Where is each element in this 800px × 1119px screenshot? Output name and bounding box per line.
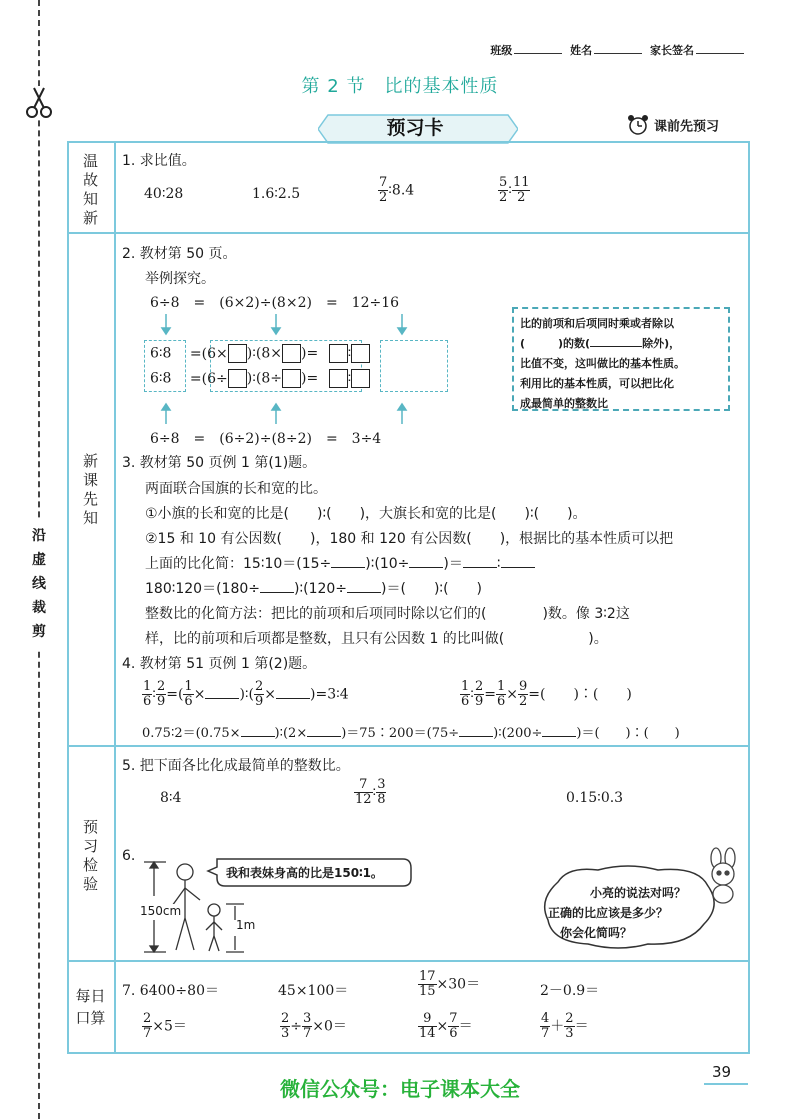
q2-top-equation: 6÷8 = (6×2)÷(8×2) = 12÷16 [150, 295, 400, 311]
q4-line1: $\frac{1}{6}$ ∶ $\frac{2}{9}$ =( $\frac{1}{6}$ × )∶( $\frac{2}{9}$ × )=3∶4 [143, 679, 349, 709]
answer-box[interactable] [282, 369, 301, 388]
tall-height-label: 150cm [140, 904, 182, 918]
calc-g: $\frac{9}{14}$ × $\frac{7}{6}$ ＝ [419, 1011, 473, 1041]
q2-row2: 6∶8 =(6÷ )∶(8÷ )= ∶ [150, 369, 370, 388]
property-rule-box: 比的前项和后项同时乘或者除以 ( )的数( 除外)， 比值不变，这叫做比的基本性质。 利用比的基本性质，可以把比化 成最简单的整数比 [512, 307, 730, 411]
row-divider [67, 745, 750, 747]
calc-d: 2－0.9＝ [540, 983, 600, 999]
row-divider [67, 960, 750, 962]
q4-line1b: $\frac{1}{6}$ ∶ $\frac{2}{9}$ = $\frac{1}{6}$ × $\frac{9}{2}$ =( )∶( ) [461, 679, 632, 709]
q2-bottom-equation: 6÷8 = (6÷2)÷(8÷2) = 3÷4 [150, 431, 382, 447]
answer-blank[interactable] [331, 555, 365, 568]
preview-tag: 课前先预习 [626, 114, 719, 140]
calc-e: $\frac{2}{7}$ ×5＝ [143, 1011, 187, 1041]
answer-blank[interactable] [409, 555, 443, 568]
q2-subtitle: 举例探究。 [145, 271, 215, 287]
answer-box[interactable] [329, 344, 348, 363]
q2-right-box [380, 340, 448, 392]
q6-number: 6. [122, 848, 136, 864]
answer-blank[interactable] [463, 555, 497, 568]
q1-c: $\frac{7}{2}$ ∶8.4 [379, 175, 415, 205]
answer-blank[interactable] [542, 724, 576, 737]
name-field[interactable] [594, 53, 642, 54]
calc-b: 45×100＝ [278, 983, 349, 999]
short-height-label: 1m [236, 918, 256, 932]
answer-box[interactable] [228, 344, 247, 363]
q1-b: 1.6∶2.5 [252, 186, 301, 202]
answer-blank[interactable] [459, 724, 493, 737]
answer-blank[interactable] [590, 334, 642, 347]
calc-h: $\frac{4}{7}$ ＋ $\frac{2}{3}$ ＝ [541, 1011, 589, 1041]
answer-blank[interactable] [501, 555, 535, 568]
answer-box[interactable] [351, 344, 370, 363]
q3-line5: 180∶120＝(180÷ )∶(120÷ )＝( )∶( ) [145, 581, 482, 597]
cut-along-dashed-label: 沿 虚 线 裁 剪 [27, 520, 51, 648]
card-label: 预习卡 [386, 117, 444, 139]
answer-box[interactable] [282, 344, 301, 363]
q2-title: 2. 教材第 50 页。 [122, 246, 237, 262]
column-divider [114, 141, 116, 1054]
answer-blank[interactable] [347, 580, 381, 593]
calc-c: $\frac{17}{15}$ ×30＝ [419, 969, 481, 999]
header-fields: 班级 姓名 家长签名 [490, 42, 748, 58]
q3-line4: 上面的比化简：15∶10＝(15÷ )∶(10÷ )＝ ∶ [145, 553, 535, 573]
q3-title: 3. 教材第 50 页例 1 第(1)题。 [122, 455, 317, 471]
thought-line-1: 小亮的说法对吗？ [590, 886, 687, 900]
answer-blank[interactable] [205, 686, 239, 699]
q3-line6: 整数比的化简方法：把比的前项和后项同时除以它们的( )数。像 3∶2这 [145, 606, 630, 622]
q3-line3: ②15 和 10 有公因数( )，180 和 120 有公因数( )，根据比的基本性质可以把 [145, 531, 674, 547]
q4-title: 4. 教材第 51 页例 1 第(2)题。 [122, 656, 317, 672]
q3-line7: 样，比的前项和后项都是整数，且只有公因数 1 的比叫做( )。 [145, 631, 608, 647]
q5-title: 5. 把下面各比化成最简单的整数比。 [122, 758, 350, 774]
q3-line1: 两面联合国旗的长和宽的比。 [145, 481, 327, 497]
thought-line-3: 你会化简吗？ [560, 926, 633, 940]
q5-a: 8∶4 [160, 790, 182, 806]
calc-f: $\frac{2}{3}$ ÷ $\frac{3}{7}$ ×0＝ [281, 1011, 347, 1041]
thought-line-2: 正确的比应该是多少？ [548, 906, 669, 920]
q1-title: 1. 求比值。 [122, 153, 196, 169]
calc-a: 7. 6400÷80＝ [122, 983, 219, 999]
answer-box[interactable] [351, 369, 370, 388]
footer-watermark: 微信公众号：电子课本大全 [280, 1077, 520, 1101]
q4-line2: 0.75∶2＝(0.75× )∶(2× )＝75∶200＝(75÷ )∶(200÷ )＝( )∶( ) [142, 726, 680, 741]
section-title: 第 2 节 比的基本性质 [301, 76, 499, 97]
q2-row1: 6∶8 =(6× )∶(8× )= ∶ [150, 344, 370, 363]
page-number: 39 [712, 1063, 732, 1081]
row-label-mental-math: 每日 口算 [75, 987, 106, 1027]
answer-box[interactable] [228, 369, 247, 388]
answer-box[interactable] [329, 369, 348, 388]
speech-text: 我和表妹身高的比是150∶1。 [226, 866, 383, 880]
q1-d: $\frac{5}{2}$ ∶ $\frac{11}{2}$ [499, 175, 530, 205]
answer-blank[interactable] [307, 724, 341, 737]
q3-line2: ①小旗的长和宽的比是( )∶( )，大旗长和宽的比是( )∶( )。 [145, 506, 587, 522]
row-label-new-lesson: 新 课 先 知 [82, 452, 98, 527]
parent-sign-field[interactable] [696, 53, 744, 54]
q5-c: 0.15∶0.3 [566, 790, 624, 806]
q1-a: 40∶28 [144, 186, 184, 202]
alarm-clock-icon [626, 114, 650, 140]
answer-blank[interactable] [276, 686, 310, 699]
row-divider [67, 232, 750, 234]
answer-blank[interactable] [260, 580, 294, 593]
q5-b: $\frac{7}{12}$ ∶ $\frac{3}{8}$ [355, 777, 386, 807]
row-label-check: 预 习 检 验 [82, 818, 98, 893]
row-label-review: 温 故 知 新 [82, 152, 98, 227]
class-field[interactable] [514, 53, 562, 54]
cartoon-mascot-icon [700, 846, 746, 906]
answer-blank[interactable] [241, 724, 275, 737]
